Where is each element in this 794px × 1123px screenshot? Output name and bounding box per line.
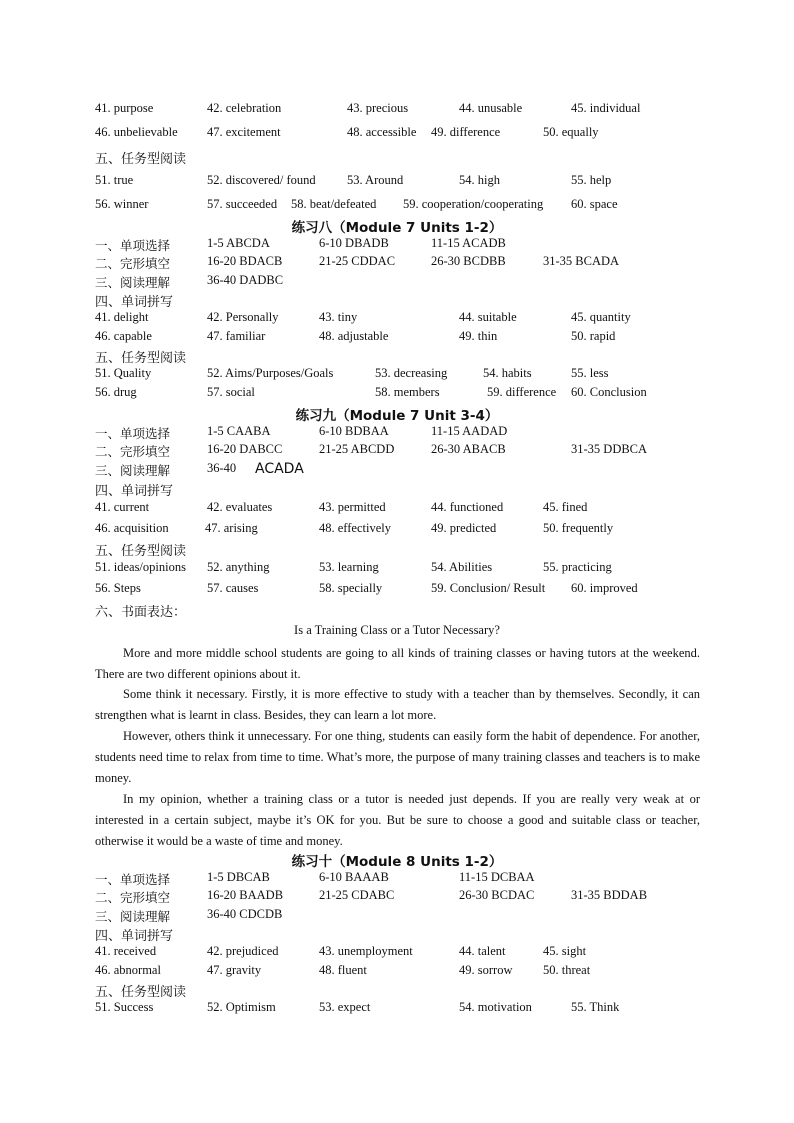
- answer-41: 41. current: [95, 500, 150, 514]
- answers-21-25: 21-25 CDABC: [319, 888, 395, 902]
- answers-11-15: 11-15 AADAD: [431, 424, 508, 438]
- answers-26-30: 26-30 BCDAC: [459, 888, 535, 902]
- answers-16-20: 16-20 DABCC: [207, 442, 283, 456]
- answer-59: 59. cooperation/cooperating: [403, 197, 544, 211]
- section-label: 三、阅读理解: [95, 275, 171, 290]
- answer-51: 51. Quality: [95, 366, 152, 380]
- answer-54: 54. habits: [483, 366, 532, 380]
- answer-50: 50. rapid: [571, 329, 616, 343]
- answer-49: 49. sorrow: [459, 963, 513, 977]
- section-label: 二、完形填空: [95, 444, 171, 459]
- answers-11-15: 11-15 ACADB: [431, 236, 506, 250]
- answer-58: 58. members: [375, 385, 440, 399]
- answer-44: 44. unusable: [459, 101, 523, 115]
- answers-36-40-label: 36-40: [207, 461, 237, 475]
- answer-51: 51. true: [95, 173, 134, 187]
- answer-44: 44. suitable: [459, 310, 517, 324]
- answers-21-25: 21-25 ABCDD: [319, 442, 395, 456]
- answer-56: 56. Steps: [95, 581, 141, 595]
- answer-47: 47. excitement: [207, 125, 281, 139]
- answer-60: 60. improved: [571, 581, 638, 595]
- answers-31-35: 31-35 BDDAB: [571, 888, 648, 902]
- answer-53: 53. decreasing: [375, 366, 448, 380]
- section-label: 二、完形填空: [95, 256, 171, 271]
- answers-1-5: 1-5 CAABA: [207, 424, 271, 438]
- answer-41: 41. purpose: [95, 101, 154, 115]
- answers-31-35: 31-35 DDBCA: [571, 442, 648, 456]
- ex9-writing-heading: 六、书面表达：: [95, 605, 187, 620]
- answer-46: 46. abnormal: [95, 963, 161, 977]
- answers-26-30: 26-30 ABACB: [431, 442, 506, 456]
- essay-title: Is a Training Class or a Tutor Necessary?: [294, 623, 500, 637]
- answers-26-30: 26-30 BCDBB: [431, 254, 506, 268]
- section-label: 一、单项选择: [95, 426, 171, 441]
- answer-41: 41. received: [95, 944, 157, 958]
- answer-44: 44. talent: [459, 944, 506, 958]
- answer-46: 46. unbelievable: [95, 125, 178, 139]
- essay-paragraph-2: Some think it necessary. Firstly, it is more effective to study with a teacher than by themselves. Secondly, it can strengthen what is learnt in class. Besides, they can learn a lot more.: [95, 687, 700, 722]
- answer-55: 55. Think: [571, 1000, 620, 1014]
- answer-43: 43. permitted: [319, 500, 386, 514]
- answer-55: 55. practicing: [543, 560, 612, 574]
- answers-36-40: 36-40 CDCDB: [207, 907, 283, 921]
- answer-54: 54. motivation: [459, 1000, 532, 1014]
- answer-58: 58. specially: [319, 581, 383, 595]
- answer-53: 53. learning: [319, 560, 379, 574]
- essay-paragraph-3: However, others think it unnecessary. For one thing, students can easily form the habit of dependence. For another, students need time to relax from time to time. What’s more, the purpose of many training classes and teachers is to make money.: [95, 729, 700, 785]
- answers-16-20: 16-20 BAADB: [207, 888, 284, 902]
- answer-57: 57. succeeded: [207, 197, 278, 211]
- answer-51: 51. Success: [95, 1000, 154, 1014]
- ex10-task-reading-heading: 五、任务型阅读: [95, 985, 187, 1000]
- answer-46: 46. capable: [95, 329, 152, 343]
- answers-11-15: 11-15 DCBAA: [459, 870, 535, 884]
- answers-1-5: 1-5 ABCDA: [207, 236, 270, 250]
- answer-55: 55. less: [571, 366, 609, 380]
- answer-49: 49. predicted: [431, 521, 497, 535]
- answer-57: 57. causes: [207, 581, 259, 595]
- answer-48: 48. accessible: [347, 125, 417, 139]
- answer-60: 60. Conclusion: [571, 385, 647, 399]
- answer-51: 51. ideas/opinions: [95, 560, 186, 574]
- section-label: 三、阅读理解: [95, 909, 171, 924]
- answer-45: 45. quantity: [571, 310, 631, 324]
- answer-46: 46. acquisition: [95, 521, 169, 535]
- answer-43: 43. tiny: [319, 310, 358, 324]
- answer-53: 53. expect: [319, 1000, 371, 1014]
- answer-43: 43. unemployment: [319, 944, 413, 958]
- ex10-word-spelling-heading: 四、单词拼写: [95, 929, 174, 944]
- answer-53: 53. Around: [347, 173, 404, 187]
- answer-48: 48. adjustable: [319, 329, 389, 343]
- answer-52: 52. Optimism: [207, 1000, 276, 1014]
- answer-59: 59. difference: [487, 385, 557, 399]
- answer-50: 50. equally: [543, 125, 599, 139]
- answer-50: 50. frequently: [543, 521, 614, 535]
- answer-52: 52. Aims/Purposes/Goals: [207, 366, 334, 380]
- answer-56: 56. winner: [95, 197, 149, 211]
- section-label: 一、单项选择: [95, 872, 171, 887]
- exercise-8-title: 练习八（Module 7 Units 1-2）: [291, 220, 503, 236]
- answer-55: 55. help: [571, 173, 612, 187]
- answer-47: 47. gravity: [207, 963, 262, 977]
- ex9-word-spelling-heading: 四、单词拼写: [95, 484, 174, 499]
- answers-21-25: 21-25 CDDAC: [319, 254, 396, 268]
- exercise-10-title: 练习十（Module 8 Units 1-2）: [291, 854, 503, 870]
- answer-42: 42. evaluates: [207, 500, 273, 514]
- answer-50: 50. threat: [543, 963, 591, 977]
- answer-43: 43. precious: [347, 101, 409, 115]
- section-heading-task-reading: 五、任务型阅读: [95, 152, 187, 167]
- exercise-9-title: 练习九（Module 7 Unit 3-4）: [295, 408, 499, 424]
- answers-6-10: 6-10 DBADB: [319, 236, 389, 250]
- answer-59: 59. Conclusion/ Result: [431, 581, 546, 595]
- answer-42: 42. prejudiced: [207, 944, 279, 958]
- section-label: 三、阅读理解: [95, 463, 171, 478]
- answer-49: 49. difference: [431, 125, 501, 139]
- answers-36-40: 36-40 DADBC: [207, 273, 284, 287]
- answer-54: 54. Abilities: [431, 560, 493, 574]
- answers-31-35: 31-35 BCADA: [543, 254, 620, 268]
- answer-60: 60. space: [571, 197, 618, 211]
- essay-paragraph-1: More and more middle school students are going to all kinds of training classes or having tutors at the weekend. There are two different opinions about it.: [95, 646, 700, 681]
- ex8-word-spelling-heading: 四、单词拼写: [95, 295, 174, 310]
- answer-54: 54. high: [459, 173, 500, 187]
- answers-6-10: 6-10 BAAAB: [319, 870, 389, 884]
- answers-36-40: ACADA: [255, 461, 304, 477]
- answers-16-20: 16-20 BDACB: [207, 254, 283, 268]
- answer-45: 45. fined: [543, 500, 588, 514]
- answer-48: 48. fluent: [319, 963, 367, 977]
- answers-6-10: 6-10 BDBAA: [319, 424, 389, 438]
- answer-44: 44. functioned: [431, 500, 504, 514]
- answer-56: 56. drug: [95, 385, 137, 399]
- ex8-task-reading-heading: 五、任务型阅读: [95, 351, 187, 366]
- answer-49: 49. thin: [459, 329, 498, 343]
- answers-1-5: 1-5 DBCAB: [207, 870, 270, 884]
- answer-52: 52. discovered/ found: [207, 173, 316, 187]
- answer-45: 45. individual: [571, 101, 641, 115]
- answer-52: 52. anything: [207, 560, 270, 574]
- answer-41: 41. delight: [95, 310, 149, 324]
- answer-47: 47. familiar: [207, 329, 266, 343]
- section-label: 二、完形填空: [95, 890, 171, 905]
- answer-42: 42. Personally: [207, 310, 279, 324]
- answer-57: 57. social: [207, 385, 255, 399]
- answer-45: 45. sight: [543, 944, 587, 958]
- essay-paragraph-4: In my opinion, whether a training class or a tutor is needed just depends. If you are really very weak at or interested in a certain subject, maybe it’s OK for you. But be sure to choose a good and suitable class or teacher, otherwise it would be a waste of time and money.: [95, 792, 700, 848]
- answer-48: 48. effectively: [319, 521, 391, 535]
- answer-58: 58. beat/defeated: [291, 197, 377, 211]
- answer-47: 47. arising: [205, 521, 258, 535]
- section-label: 一、单项选择: [95, 238, 171, 253]
- answer-42: 42. celebration: [207, 101, 282, 115]
- ex9-task-reading-heading: 五、任务型阅读: [95, 544, 187, 559]
